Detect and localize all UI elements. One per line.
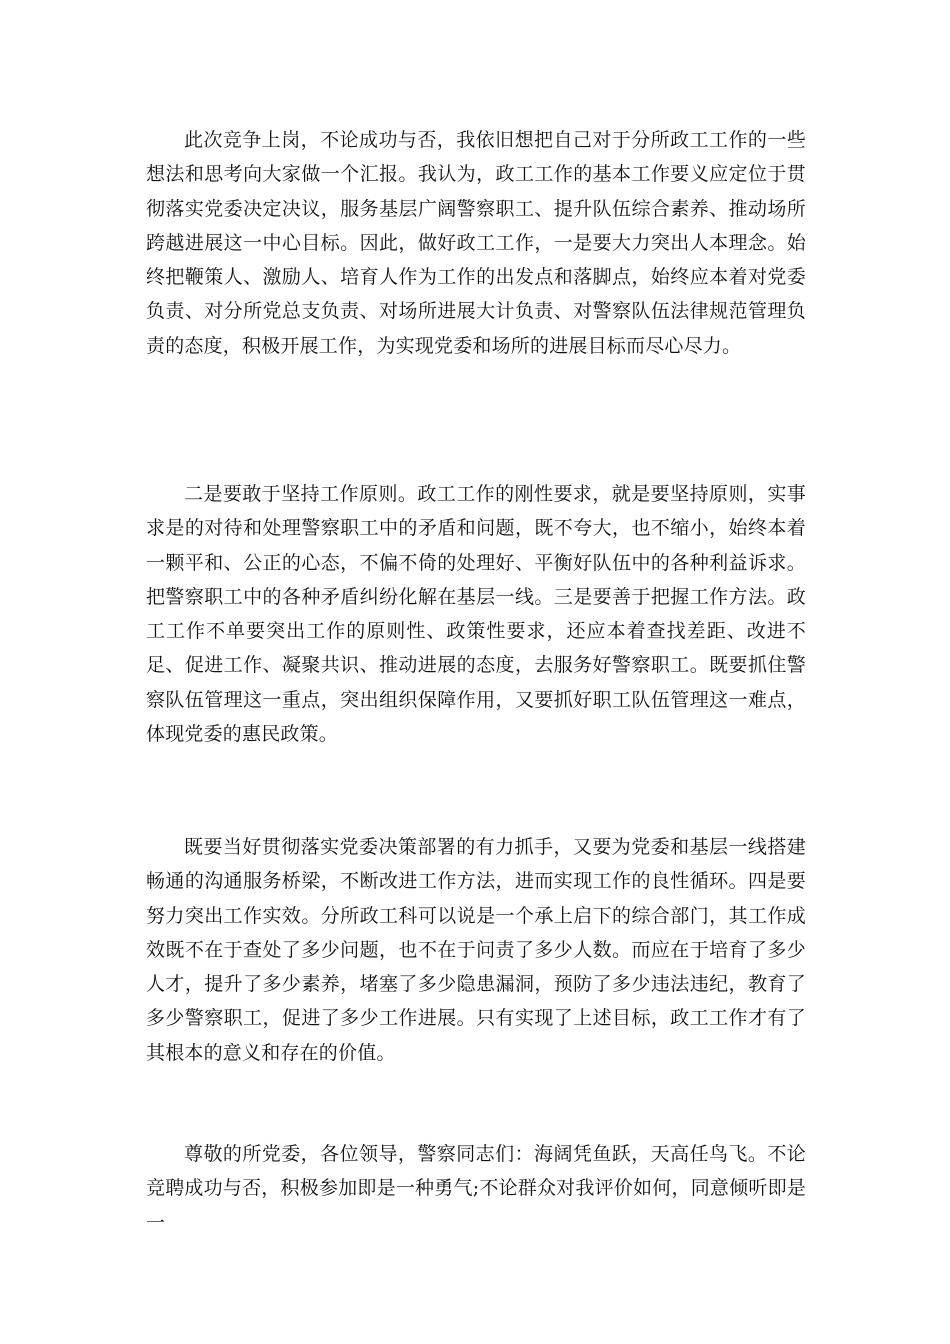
paragraph-1: 此次竞争上岗，不论成功与否，我依旧想把自己对于分所政工工作的一些想法和思考向大家做一个汇报。我认为，政工工作的基本工作要义应定位于贯彻落实党委决定决议，服务基层广阔警察职工、提升队伍综合素养、推动场所跨越进展这一中心目标。因此，做好政工工作，一是要大力突出人本理念。始终把鞭策人、激励人、培育人作为工作的出发点和落脚点，始终应本着对党委负责、对分所党总支负责、对场所进展大计负责、对警察队伍法律规范管理负责的态度，积极开展工作，为实现党委和场所的进展目标而尽心尽力。 <box>146 129 806 357</box>
paragraph-2: 二是要敢于坚持工作原则。政工工作的刚性要求，就是要坚持原则，实事求是的对待和处理警察职工中的矛盾和问题，既不夸大，也不缩小，始终本着一颗平和、公正的心态，不偏不倚的处理好、平衡好队伍中的各种利益诉求。把警察职工中的各种矛盾纠纷化解在基层一线。三是要善于把握工作方法。政工工作不单要突出工作的原则性、政策性要求，还应本着查找差距、改进不足、促进工作、凝聚共识、推动进展的态度，去服务好警察职工。既要抓住警察队伍管理这一重点，突出组织保障作用，又要抓好职工队伍管理这一难点，体现党委的惠民政策。 <box>146 483 806 746</box>
paragraph-3: 既要当好贯彻落实党委决策部署的有力抓手，又要为党委和基层一线搭建畅通的沟通服务桥梁，不断改进工作方法，进而实现工作的良性循环。四是要努力突出工作实效。分所政工科可以说是一个承上启下的综合部门，其工作成效既不在于查处了多少问题，也不在于问责了多少人数。而应在于培育了多少人才，提升了多少素养，堵塞了多少隐患漏洞，预防了多少违法违纪，教育了多少警察职工，促进了多少工作进展。只有实现了上述目标，政工工作才有了其根本的意义和存在的价值。 <box>146 836 806 1064</box>
paragraph-4: 尊敬的所党委，各位领导，警察同志们：海阔凭鱼跃，天高任鸟飞。不论竞聘成功与否，积极参加即是一种勇气;不论群众对我评价如何，同意倾听即是一 <box>146 1143 806 1234</box>
